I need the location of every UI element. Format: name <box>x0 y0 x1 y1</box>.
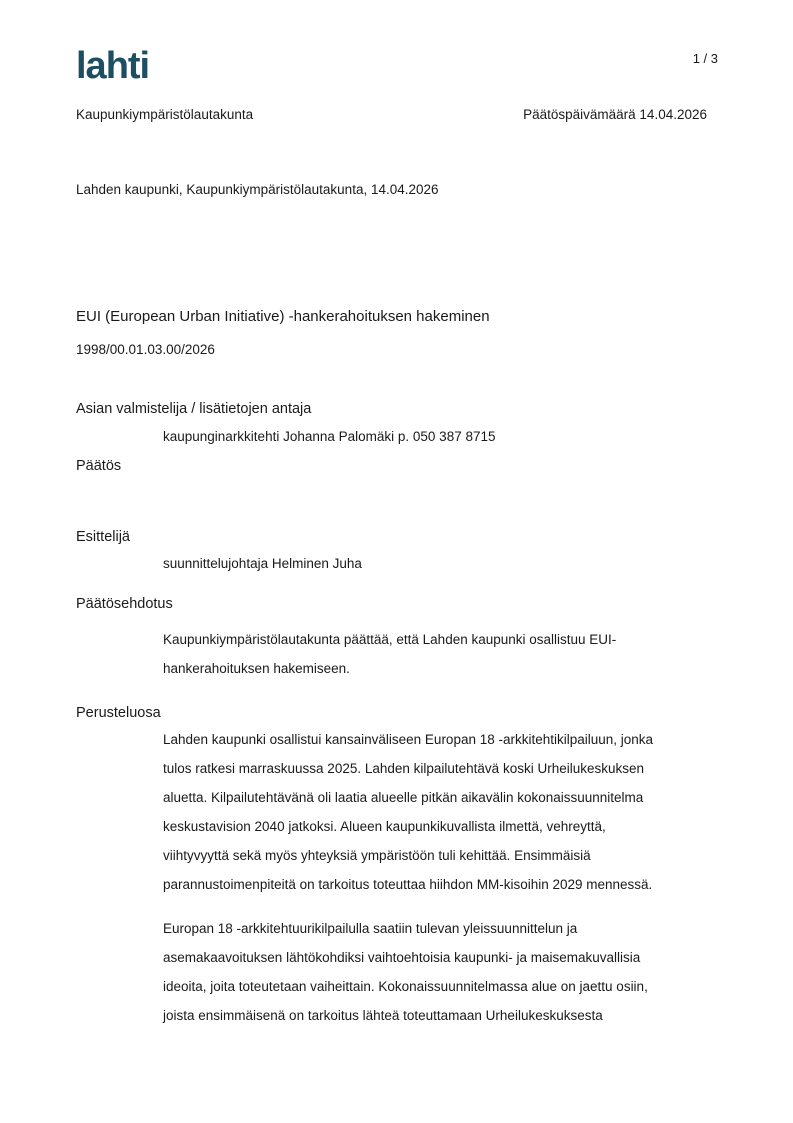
decision-heading: Päätös <box>76 458 122 474</box>
paragraph-line: parannustoimenpiteitä on tarkoitus toteuttaa hiihdon MM-kisoihin 2029 mennessä. <box>163 877 653 892</box>
justification-paragraph-1 <box>163 725 723 899</box>
presenter-heading: Esittelijä <box>76 529 130 545</box>
paragraph-line: asemakaavoituksen lähtökohdiksi vaihtoehtoisia kaupunki- ja maisemakuvallisia <box>163 950 641 965</box>
proposal-line: Kaupunkiympäristölautakunta päättää, että Lahden kaupunki osallistuu EUI- <box>163 632 617 647</box>
preparer-heading: Asian valmistelija / lisätietojen antaja <box>76 401 312 417</box>
header-committee: Kaupunkiympäristölautakunta <box>76 107 254 122</box>
proposal-heading: Päätösehdotus <box>76 596 173 612</box>
proposal-text <box>163 625 723 683</box>
paragraph-line: keskustavision 2040 jatkoksi. Alueen kaupunkikuvallista ilmettä, vehreyttä, <box>163 819 606 834</box>
justification-heading: Perusteluosa <box>76 705 161 721</box>
preparer-value: kaupunginarkkitehti Johanna Palomäki p. 050 387 8715 <box>163 429 496 444</box>
header-decision-date: Päätöspäivämäärä 14.04.2026 <box>523 107 707 122</box>
paragraph-line: viihtyvyyttä sekä myös yhteyksiä ympäristöön tuli kehittää. Ensimmäisiä <box>163 848 591 863</box>
lahti-logo-mark <box>76 47 168 81</box>
lahti-logo <box>76 47 168 81</box>
paragraph-line: Lahden kaupunki osallistui kansainväliseen Europan 18 -arkkitehtikilpailuun, jonka <box>163 732 654 747</box>
logo-text: lahti <box>76 47 150 81</box>
presenter-value: suunnittelujohtaja Helminen Juha <box>163 556 362 571</box>
case-title: EUI (European Urban Initiative) -hankerahoituksen hakeminen <box>76 308 490 325</box>
paragraph-line: aluetta. Kilpailutehtävänä oli laatia alueelle pitkän aikavälin kokonaissuunnitelma <box>163 790 644 805</box>
justification-paragraph-2 <box>163 914 723 1030</box>
diary-number: 1998/00.01.03.00/2026 <box>76 342 215 357</box>
page-number: 1 / 3 <box>692 51 718 66</box>
paragraph-line: ideoita, joita toteutetaan vaiheittain. Kokonaissuunnitelmassa alue on jaettu osiin, <box>163 979 648 994</box>
paragraph-line: joista ensimmäisenä on tarkoitus lähteä toteuttamaan Urheilukeskuksesta <box>163 1008 603 1023</box>
proposal-line: hankerahoituksen hakemiseen. <box>163 661 350 676</box>
paragraph-line: tulos ratkesi marraskuussa 2025. Lahden kilpailutehtävä koski Urheilukeskuksen <box>163 761 645 776</box>
paragraph-line: Europan 18 -arkkitehtuurikilpailulla saatiin tulevan yleissuunnittelun ja <box>163 921 578 936</box>
meeting-line: Lahden kaupunki, Kaupunkiympäristölautakunta, 14.04.2026 <box>76 182 439 197</box>
